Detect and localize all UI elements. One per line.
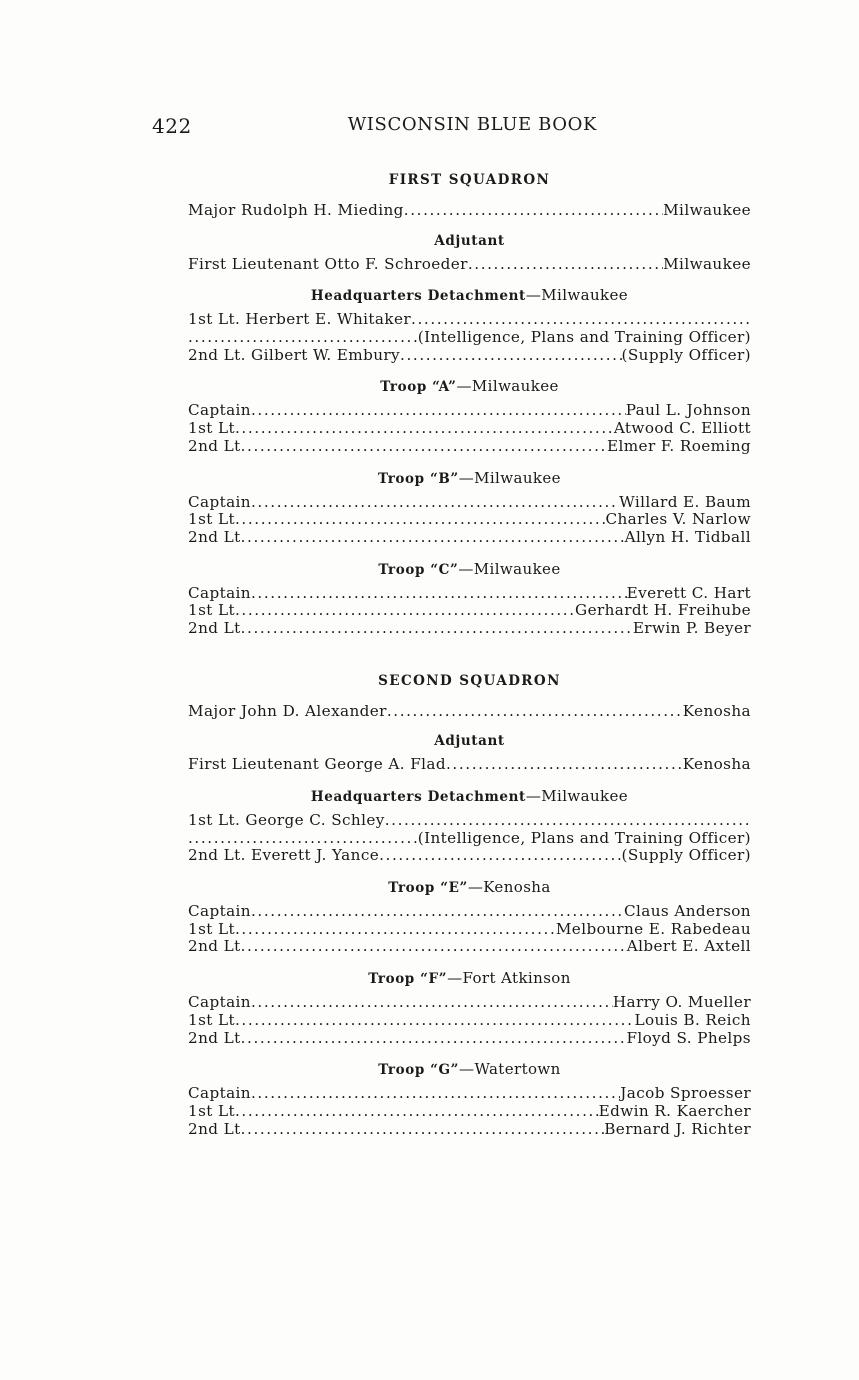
hq-row-continuation [188,829,751,847]
troop-heading-bold: Troop “A” [380,379,457,396]
leader-dots [446,755,683,773]
rank: 1st Lt [188,919,235,938]
leader-dots [251,584,627,602]
roster-row [188,937,751,955]
hq-officer-role: (Intelligence, Plans and Training Officer) [417,328,751,346]
leader-dots [251,1084,620,1102]
roster-row [188,419,751,437]
troop-block [188,377,751,454]
roster-row [188,401,751,419]
hq-officer-role: (Supply Officer) [621,846,751,865]
leader-dots [235,920,556,938]
major-location: Kenosha [682,701,751,720]
officer-name: Erwin P. Beyer [632,618,751,637]
leader-dots [235,1102,599,1120]
troop-heading-location: —Watertown [459,1060,561,1079]
rank: 2nd Lt [188,618,241,637]
running-title: WISCONSIN BLUE BOOK [347,114,597,135]
troop-heading-bold: Troop “B” [378,470,459,487]
roster-row [188,1084,751,1102]
page-number: 422 [152,114,192,138]
hq-officer-name: 1st Lt. George C. Schley [188,811,385,829]
leader-dots [251,493,619,511]
hq-row-continuation [188,328,751,346]
hq-heading [188,286,751,304]
rank: Captain [188,492,251,511]
roster-row [188,993,751,1011]
troop-heading [188,878,751,896]
hq-officer-name: 1st Lt. Herbert E. Whitaker [188,310,412,329]
adjutant-row [188,255,751,273]
hq-officer-role: (Intelligence, Plans and Training Officer) [417,828,751,847]
troop-heading-bold: Troop “C” [378,561,459,578]
rank: 2nd Lt [188,436,241,455]
officer-name: Claus Anderson [624,902,751,920]
roster-row [188,493,751,511]
hq-heading [188,787,751,805]
leader-dots [241,1029,627,1047]
troop-heading-bold: Troop “F” [368,971,448,988]
roster-row [188,1120,751,1138]
troop-heading-bold: Troop “E” [388,880,468,897]
officer-name: Floyd S. Phelps [626,1028,751,1047]
adjutant-heading-text: Adjutant [434,733,505,750]
hq-heading-location: —Milwaukee [525,787,629,805]
leader-dots [251,902,624,920]
rank: Captain [188,583,251,602]
leader-dots [235,601,575,619]
leader-dots [411,310,751,328]
rank: 2nd Lt [188,527,241,546]
first-squadron-section [188,172,751,637]
hq-row [188,811,751,829]
rank: 1st Lt [188,510,235,528]
leader-dots [379,846,621,864]
officer-name: Atwood C. Elliott [613,419,751,437]
officer-name: Charles V. Narlow [605,510,751,528]
roster-row [188,584,751,602]
troop-heading-location: —Kenosha [467,878,551,897]
troop-block [188,969,751,1046]
troop-heading [188,469,751,487]
rank: Captain [188,902,251,920]
adjutant-heading [188,733,751,749]
leader-dots [241,937,627,955]
roster-row [188,528,751,546]
officer-name: Albert E. Axtell [626,937,751,956]
officer-name: Willard E. Baum [619,492,751,511]
second-squadron-section [188,673,751,1138]
roster-row [188,510,751,528]
roster-content [188,172,751,1137]
troop-heading-location: —Milwaukee [458,559,561,578]
squadron-title: FIRST SQUADRON [388,172,551,188]
adjutant-name: First Lieutenant Otto F. Schroeder [188,254,468,273]
rank: 1st Lt [188,601,235,619]
troop-block [188,469,751,546]
adjutant-row [188,755,751,773]
leader-dots [235,419,614,437]
leader-dots [404,201,663,219]
leader-dots [235,510,605,528]
leader-dots [468,255,663,273]
hq-heading-bold: Headquarters Detachment [310,288,526,305]
hq-heading-bold: Headquarters Detachment [310,789,526,805]
major-name: Major Rudolph H. Mieding [188,201,404,219]
roster-row [188,437,751,455]
roster-row [188,1102,751,1120]
rank: Captain [188,1084,251,1102]
officer-name: Allyn H. Tidball [624,527,751,546]
major-location: Milwaukee [663,201,751,219]
rank: 2nd Lt [188,1028,241,1047]
major-row [188,201,751,219]
officer-name: Everett C. Hart [626,583,751,602]
troop-heading-location: —Milwaukee [458,468,561,487]
leader-dots [251,993,613,1011]
hq-row [188,346,751,364]
rank: 2nd Lt [188,1119,241,1138]
roster-row [188,1011,751,1029]
hq-row [188,310,751,328]
officer-name: Harry O. Mueller [612,993,751,1011]
rank: 1st Lt [188,1010,235,1029]
leader-dots [241,1120,605,1138]
officer-name: Elmer F. Roeming [607,436,751,455]
troop-heading [188,1060,751,1078]
leader-dots [188,328,418,346]
leader-dots [235,1011,635,1029]
hq-row [188,846,751,864]
adjutant-heading [188,233,751,249]
leader-dots [241,619,633,637]
major-row [188,702,751,720]
adjutant-location: Milwaukee [663,254,751,273]
roster-row [188,619,751,637]
troop-heading [188,560,751,578]
adjutant-heading-text: Adjutant [434,232,505,249]
leader-dots [400,346,622,364]
officer-name: Paul L. Johnson [625,401,751,420]
officer-name: Melbourne E. Rabedeau [555,919,751,938]
major-name: Major John D. Alexander [188,701,387,720]
adjutant-name: First Lieutenant George A. Flad [188,755,446,773]
page-header [152,114,597,142]
officer-name: Gerhardt H. Freihube [575,601,751,619]
rank: Captain [188,401,251,420]
leader-dots [188,829,418,847]
troop-heading-location: —Fort Atkinson [447,969,571,988]
hq-officer-name: 2nd Lt. Gilbert W. Embury [188,345,401,364]
officer-name: Edwin R. Kaercher [598,1101,751,1120]
troop-heading [188,377,751,395]
hq-officer-name: 2nd Lt. Everett J. Yance [188,846,380,865]
roster-row [188,601,751,619]
adjutant-location: Kenosha [682,755,751,773]
officer-name: Louis B. Reich [634,1010,751,1029]
roster-row [188,1029,751,1047]
rank: 1st Lt [188,1101,235,1120]
leader-dots [251,401,626,419]
leader-dots [241,528,625,546]
hq-heading-location: —Milwaukee [525,286,629,305]
leader-dots [385,811,751,829]
officer-name: Jacob Sproesser [620,1084,751,1102]
troop-heading-bold: Troop “G” [378,1062,460,1079]
rank: 1st Lt [188,419,235,437]
officer-name: Bernard J. Richter [604,1119,751,1138]
leader-dots [387,702,683,720]
troop-block [188,560,751,637]
rank: Captain [188,993,251,1011]
rank: 2nd Lt [188,937,241,956]
leader-dots [241,437,607,455]
troop-heading-location: —Milwaukee [456,377,559,396]
squadron-title: SECOND SQUADRON [378,672,561,689]
troop-block [188,1060,751,1137]
roster-row [188,920,751,938]
roster-row [188,902,751,920]
troop-block [188,878,751,955]
troop-heading [188,969,751,987]
hq-officer-role: (Supply Officer) [621,345,751,364]
